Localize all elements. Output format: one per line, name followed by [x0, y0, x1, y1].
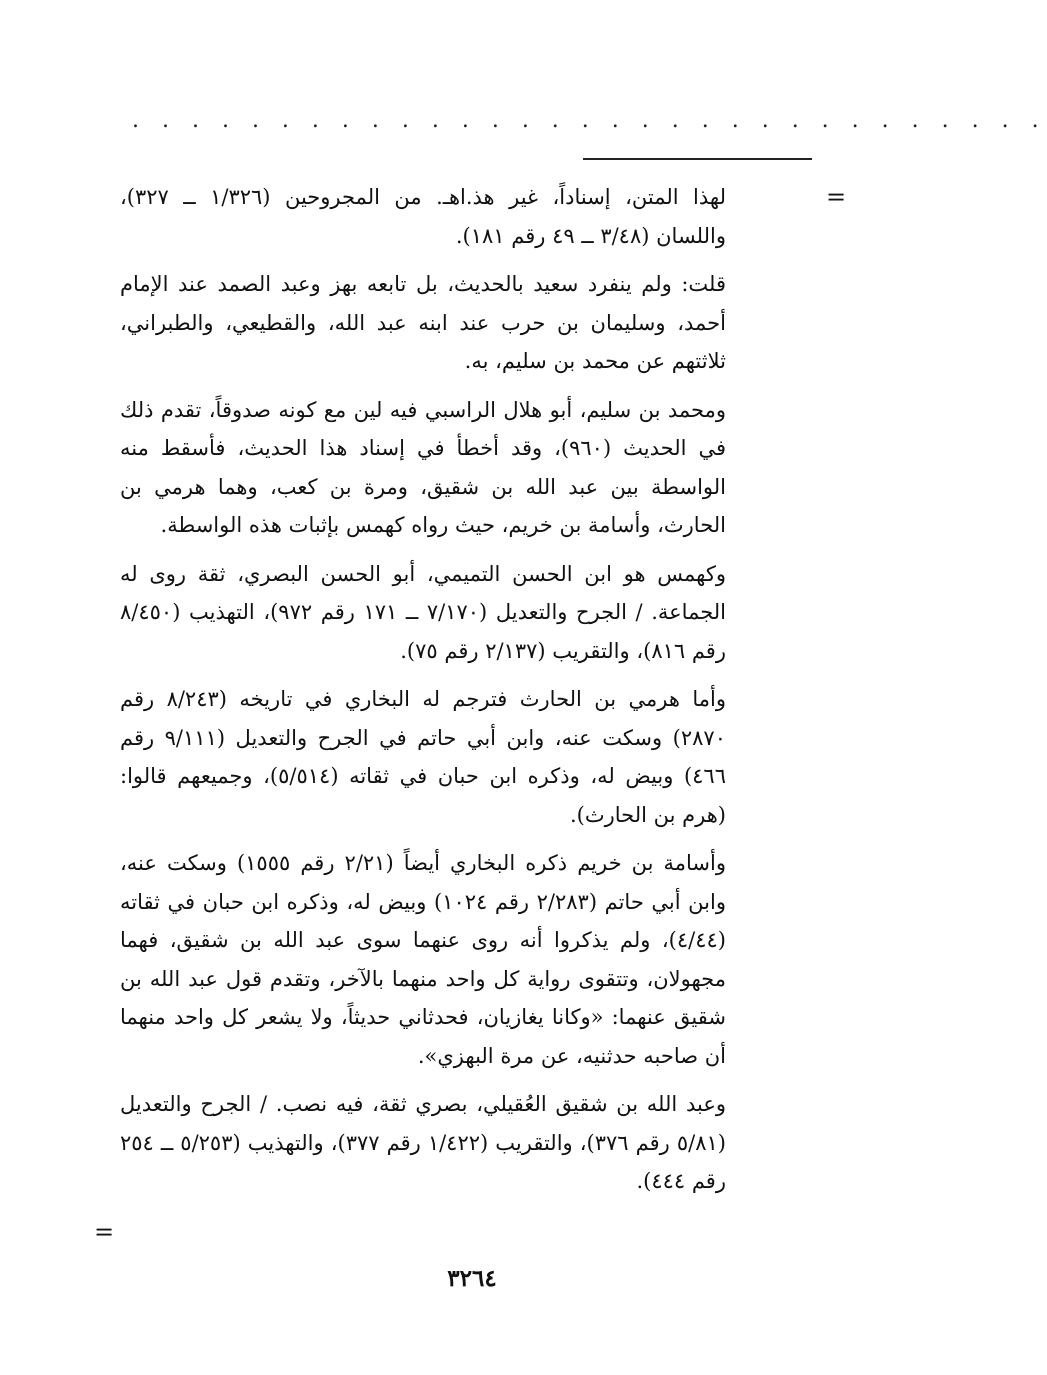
page-number: ٣٢٦٤: [447, 1265, 497, 1292]
continuation-mark-top: =: [826, 183, 847, 211]
paragraph-7: وعبد الله بن شقيق العُقيلي، بصري ثقة، فيه نصب. / الجرح والتعديل (٥/٨١ رقم ٣٧٦)، والتقريب (١/٤٢٢ رقم ٣٧٧)، والتهذيب (٥/٢٥٣ ــ ٢٥٤ رقم ٤٤٤).: [120, 1092, 726, 1193]
continuation-mark-bottom: =: [94, 1218, 115, 1246]
footnote-text: [120, 178, 726, 1211]
paragraph-6: وأسامة بن خريم ذكره البخاري أيضاً (٢/٢١ رقم ١٥٥٥) وسكت عنه، وابن أبي حاتم (٢/٢٨٣ رقم ١٠٢٤) وبيض له، وذكره ابن حبان في ثقاته (٤/٤٤)، ولم يذكروا أنه روى عنهما سوى عبد الله بن شقيق، فهما مجهولان، وتتقوى رواية كل واحد منهما بالآخر، وتقدم قول عبد الله بن شقيق عنهما: «وكانا يغازيان، فحدثاني حديثاً، ولا يشعر كل واحد منهما أن صاحبه حدثنيه، عن مرة البهزي».: [120, 851, 726, 1068]
paragraph-2: قلت: ولم ينفرد سعيد بالحديث، بل تابعه بهز وعبد الصمد عند الإمام أحمد، وسليمان بن حرب عند ابنه عبد الله، والقطيعي، والطبراني، ثلاثتهم عن محمد بن سليم، به.: [120, 272, 726, 373]
paragraph-1: لهذا المتن، إسناداً، غير هذ.اهـ. من المجروحين (١/٣٢٦ ــ ٣٢٧)، واللسان (٣/٤٨ ــ ٤٩ رقم ١٨١).: [120, 185, 726, 248]
footnote-rule: [583, 158, 812, 160]
dotted-separator: . . . . . . . . . . . . . . . . . . . . . . . . . . . . . . .: [132, 108, 1047, 133]
paragraph-5: وأما هرمي بن الحارث فترجم له البخاري في تاريخه (٨/٢٤٣ رقم ٢٨٧٠) وسكت عنه، وابن أبي حاتم في الجرح والتعديل (٩/١١١ رقم ٤٦٦) وبيض له، وذكره ابن حبان في ثقاته (٥/٥١٤)، وجميعهم قالوا: (هرم بن الحارث).: [120, 687, 726, 827]
paragraph-3: ومحمد بن سليم، أبو هلال الراسبي فيه لين مع كونه صدوقاً، تقدم ذلك في الحديث (٩٦٠)، وقد أخطأ في إسناد هذا الحديث، فأسقط منه الواسطة بين عبد الله بن شقيق، ومرة بن كعب، وهما هرمي بن الحارث، وأسامة بن خريم، حيث رواه كهمس بإثبات هذه الواسطة.: [120, 397, 726, 537]
paragraph-4: وكهمس هو ابن الحسن التميمي، أبو الحسن البصري، ثقة روى له الجماعة. / الجرح والتعديل (٧/١٧٠ ــ ١٧١ رقم ٩٧٢)، التهذيب (٨/٤٥٠ رقم ٨١٦)، والتقريب (٢/١٣٧ رقم ٧٥).: [120, 561, 726, 663]
